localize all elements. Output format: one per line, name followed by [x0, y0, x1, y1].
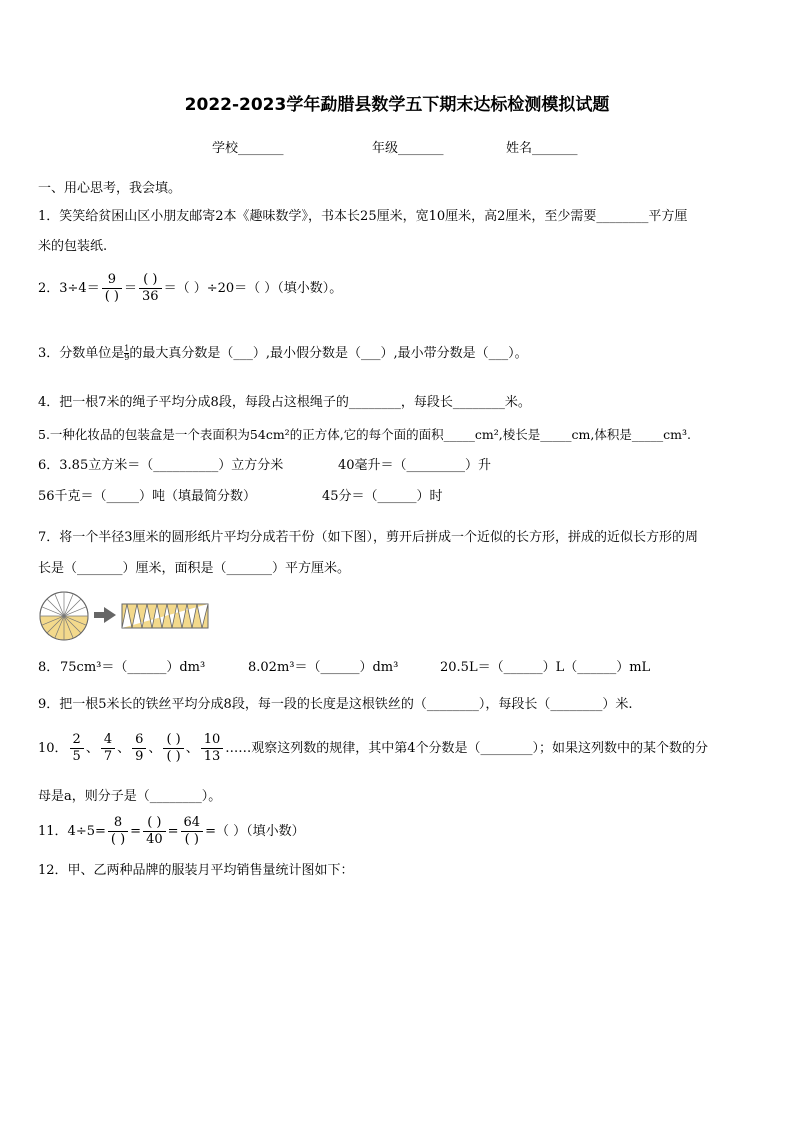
- q2-fraction-2: [139, 272, 162, 305]
- q10-f3-denominator: 9: [135, 749, 144, 764]
- q11-equals: =: [167, 824, 179, 839]
- question-12: 12．甲、乙两种品牌的服装月平均销售量统计图如下：: [38, 863, 354, 878]
- question-6-line1a: 6．3.85立方米＝（__________）立方分米: [38, 458, 284, 473]
- q2-f1-numerator: 9: [102, 272, 122, 289]
- question-7-line2: 长是（_______）厘米，面积是（_______）平方厘米。: [38, 561, 351, 576]
- question-4: 4．把一根7米的绳子平均分成8段，每段占这根绳子的________，每段长________米。: [38, 395, 531, 410]
- q10-fraction-4: [163, 732, 183, 765]
- grade-field: 年级_______: [372, 141, 444, 156]
- q10-fraction-5: [201, 732, 224, 765]
- divided-circle: [40, 592, 88, 640]
- question-3: [38, 345, 528, 362]
- q10-f5-denominator: 13: [203, 749, 221, 764]
- approx-rectangle: [122, 604, 208, 628]
- q10-fraction-2: [101, 732, 115, 765]
- q11-prefix: 11．4÷5=: [38, 824, 106, 839]
- q11-suffix: =（ ）（填小数）: [205, 824, 305, 839]
- q11-equals: =: [130, 824, 142, 839]
- q11-f3-numerator: 64: [181, 815, 204, 832]
- q11-f3-denominator: ( ): [184, 832, 199, 847]
- q10-fraction-1: [70, 732, 84, 765]
- arrow-icon: [94, 607, 116, 623]
- q2-f2-denominator: 36: [142, 289, 159, 304]
- circle-to-rectangle-figure: [38, 590, 218, 642]
- q2-prefix: 2．3÷4＝: [38, 281, 100, 296]
- q11-f1-denominator: ( ): [110, 832, 126, 847]
- question-8-a: 75cm³＝（______）dm³: [60, 660, 206, 675]
- q10-separator: 、: [117, 741, 131, 756]
- question-6-line2b: 45分＝（______）时: [322, 489, 443, 504]
- question-8-b: 8.02m³＝（______）dm³: [248, 660, 399, 675]
- q10-f2-denominator: 7: [103, 749, 113, 764]
- q3-suffix: 的最大真分数是（___）,最小假分数是（___）,最小带分数是（___）。: [129, 346, 528, 361]
- q11-f1-numerator: 8: [108, 815, 128, 832]
- q2-f1-denominator: ( ): [104, 289, 119, 304]
- q2-equals: ＝: [124, 281, 138, 296]
- question-8-c: 20.5L＝（______）L（______）mL: [440, 660, 651, 675]
- question-2: [38, 272, 342, 305]
- q10-f5-numerator: 10: [201, 732, 224, 749]
- q11-f2-denominator: 40: [146, 832, 163, 847]
- question-1-line1: 1．笑笑给贫困山区小朋友邮寄2本《趣味数学》，书本长25厘米，宽10厘米，高2厘米，至少需要________平方厘: [38, 209, 688, 224]
- question-6-line2a: 56千克＝（_____）吨（填最简分数）: [38, 489, 257, 504]
- q11-f2-numerator: ( ): [143, 815, 166, 832]
- q2-f2-numerator: ( ): [139, 272, 162, 289]
- q3-f-denominator: 9: [124, 353, 130, 362]
- question-10-line2: 母是a，则分子是（________）。: [38, 789, 222, 804]
- q10-f1-numerator: 2: [70, 732, 84, 749]
- q3-prefix: 3．分数单位是: [38, 346, 125, 361]
- question-7-line1: 7．将一个半径3厘米的圆形纸片平均分成若干份（如下图），剪开后拼成一个近似的长方形，拼成的近似长方形的周: [38, 530, 699, 545]
- question-8-number: 8．: [38, 660, 60, 675]
- q10-f1-denominator: 5: [72, 749, 81, 764]
- q11-fraction-3: [181, 815, 204, 848]
- q2-suffix: ＝（ ）÷20＝（ ）（填小数）。: [163, 281, 343, 296]
- section-heading: 一、用心思考，我会填。: [38, 181, 182, 196]
- figure-svg: [38, 590, 218, 642]
- q10-f2-numerator: 4: [101, 732, 115, 749]
- q10-f3-numerator: 6: [132, 732, 146, 749]
- school-field: 学校_______: [212, 141, 284, 156]
- q11-fraction-2: [143, 815, 166, 848]
- name-field: 姓名_______: [506, 141, 578, 156]
- question-1-line2: 米的包装纸.: [38, 239, 108, 254]
- page-title: 2022-2023学年勐腊县数学五下期末达标检测模拟试题: [184, 95, 610, 115]
- question-6-line1b: 40毫升＝（_________）升: [338, 458, 492, 473]
- q10-separator: 、: [185, 741, 199, 756]
- q10-separator: 、: [85, 741, 99, 756]
- q2-fraction-1: [102, 272, 122, 305]
- q10-f4-numerator: ( ): [163, 732, 183, 749]
- q10-fraction-3: [132, 732, 146, 765]
- q10-number: 10．: [38, 741, 68, 756]
- question-9: 9．把一根5米长的铁丝平均分成8段，每一段的长度是这根铁丝的（________），每段长（________）米.: [38, 697, 633, 712]
- q11-fraction-1: [108, 815, 128, 848]
- q3-f-numerator: 1: [124, 344, 130, 353]
- q10-f4-denominator: ( ): [166, 749, 181, 764]
- question-11: [38, 815, 305, 848]
- q10-suffix: ……观察这列数的规律，其中第4个分数是（________）；如果这列数中的某个数的分: [225, 741, 709, 756]
- question-5: 5.一种化妆品的包装盒是一个表面积为54cm²的正方体,它的每个面的面积_____cm²,棱长是_____cm,体积是_____cm³.: [38, 427, 691, 442]
- question-10: [38, 732, 708, 765]
- q10-separator: 、: [148, 741, 162, 756]
